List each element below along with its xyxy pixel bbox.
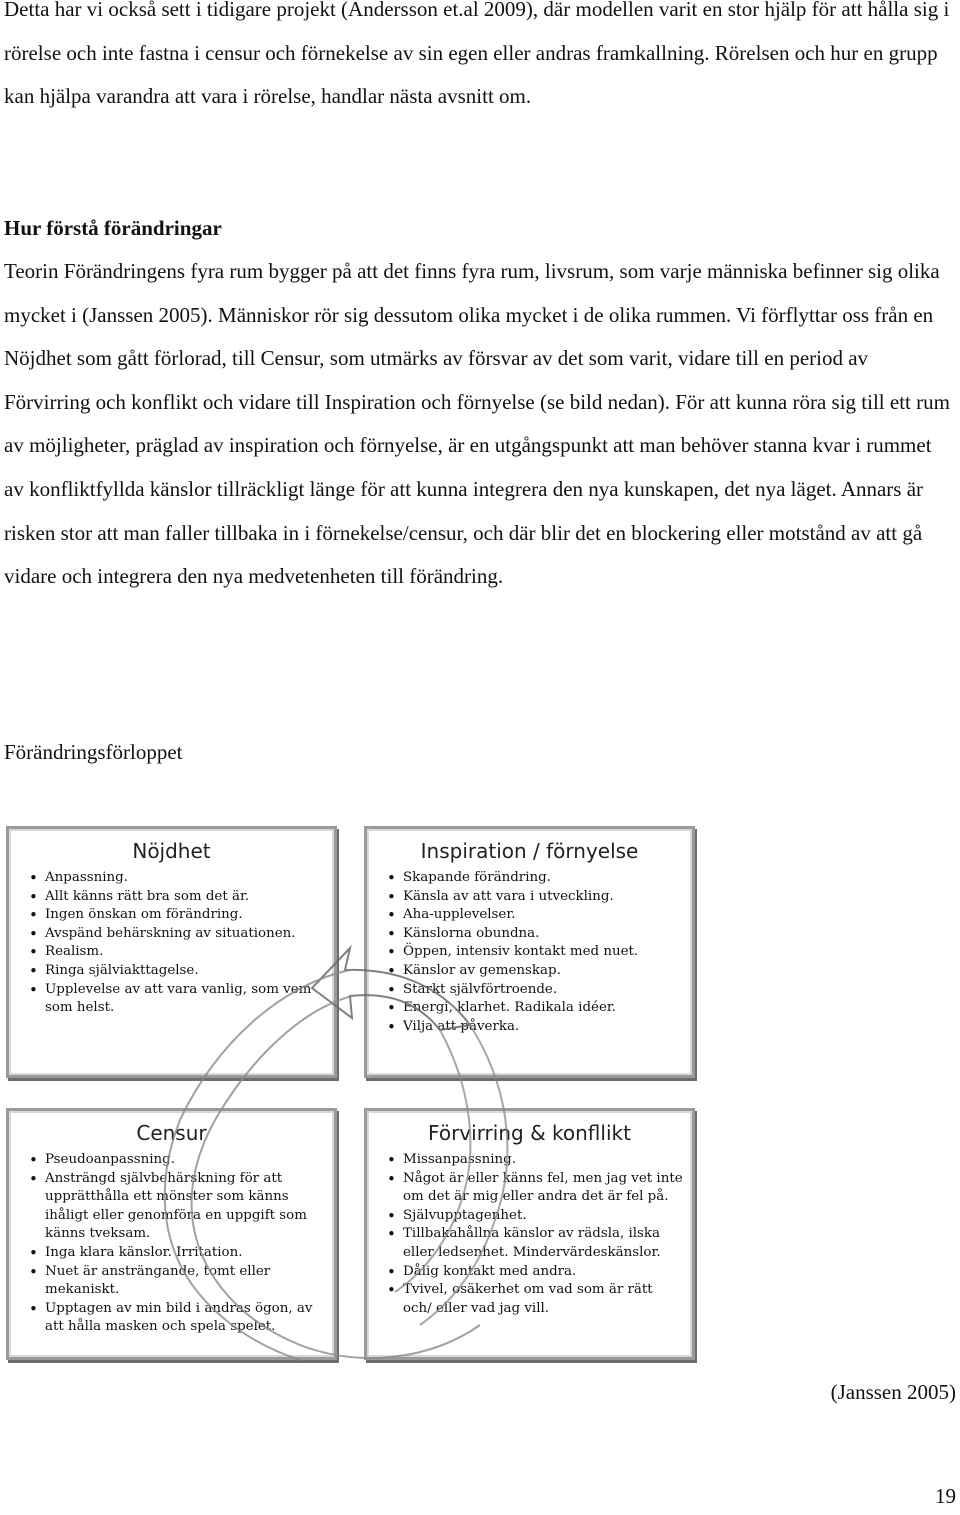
figure-heading: Förändringsförloppet [4,740,183,764]
four-rooms-figure [0,820,700,1365]
list-item: • Avspänd behärskning av situationen. [29,925,326,944]
room-list [9,869,334,1018]
room-title: Censur [136,1121,207,1145]
list-item: • Känslorna obundna. [387,925,684,944]
list-item: • Starkt självförtroende. [387,981,684,1000]
list-item: • Känslor av gemenskap. [387,962,684,981]
list-item: • Nuet är ansträngande, tomt eller mekaniskt. [29,1263,326,1300]
list-item: • Tvivel, osäkerhet om vad som är rätt och/ eller vad jag vill. [387,1281,684,1318]
list-item: • Känsla av att vara i utveckling. [387,888,684,907]
list-item: • Ingen önskan om förändring. [29,906,326,925]
room-list [367,1151,692,1318]
room-title: Förvirring & konfllikt [428,1121,631,1145]
list-item: • Vilja att påverka. [387,1018,684,1037]
list-item: • Missanpassning. [387,1151,684,1170]
list-item: • Aha-upplevelser. [387,906,684,925]
list-item: • Dålig kontakt med andra. [387,1263,684,1282]
list-item: • Ansträngd självbehärskning för att upprätthålla ett mönster som känns ihåligt eller genomföra en uppgift som känns tveksam. [29,1170,326,1244]
list-item: • Tillbakahållna känslor av rädsla, ilska eller ledsenhet. Mindervärdeskänslor. [387,1225,684,1262]
room-list [367,869,692,1036]
list-item: • Pseudoanpassning. [29,1151,326,1170]
page-number: 19 [935,1484,956,1508]
list-item: • Allt känns rätt bra som det är. [29,888,326,907]
list-item: • Energi, klarhet. Radikala idéer. [387,999,684,1018]
room-inspiration [364,826,695,1078]
list-item: • Något är eller känns fel, men jag vet inte om det är mig eller andra det är fel på. [387,1170,684,1207]
theory-paragraph: Teorin Förändringens fyra rum bygger på att det finns fyra rum, livsrum, som varje människa befinner sig olika mycket i (Janssen 2005). Människor rör sig dessutom olika mycket i de olika rummen. Vi förflyttar oss från en Nöjdhet som gått förlorad, till Censur, som utmärks av försvar av det som varit, vidare till en period av Förvirring och konflikt och vidare till Inspiration och förnyelse (se bild nedan). För att kunna röra sig till ett rum av möjligheter, präglad av inspiration och förnyelse, är en utgångspunkt att man behöver stanna kvar i rummet av konfliktfyllda känslor tillräckligt länge för att kunna integrera den nya kunskapen, det nya läget. Annars är risken stor att man faller tillbaka in i förnekelse/censur, och där blir det en blockering eller motstånd av att gå vidare och integrera den nya medvetenheten till förändring. [4,259,950,589]
room-nojdhet [6,826,337,1078]
list-item: • Upptagen av min bild i andras ögon, av att hålla masken och spela spelet. [29,1300,326,1337]
list-item: • Ringa själviakttagelse. [29,962,326,981]
list-item: • Inga klara känslor. Irritation. [29,1244,326,1263]
list-item: • Självupptagenhet. [387,1207,684,1226]
room-censur [6,1108,337,1360]
section-heading: Hur förstå förändringar [4,216,222,240]
intro-paragraph: Detta har vi också sett i tidigare projekt (Andersson et.al 2009), där modellen varit en stor hjälp för att hålla sig i rörelse och inte fastna i censur och förnekelse av sin egen eller andras framkallning. Rörelsen och hur en grupp kan hjälpa varandra att vara i rörelse, handlar nästa avsnitt om. [4,0,950,109]
list-item: • Upplevelse av att vara vanlig, som vem som helst. [29,981,326,1018]
room-forvirring [364,1108,695,1360]
list-item: • Anpassning. [29,869,326,888]
room-title: Nöjdhet [132,839,211,863]
list-item: • Skapande förändring. [387,869,684,888]
room-title: Inspiration / förnyelse [420,839,639,863]
list-item: • Realism. [29,943,326,962]
list-item: • Öppen, intensiv kontakt med nuet. [387,943,684,962]
room-list [9,1151,334,1337]
figure-citation: (Janssen 2005) [830,1380,956,1404]
